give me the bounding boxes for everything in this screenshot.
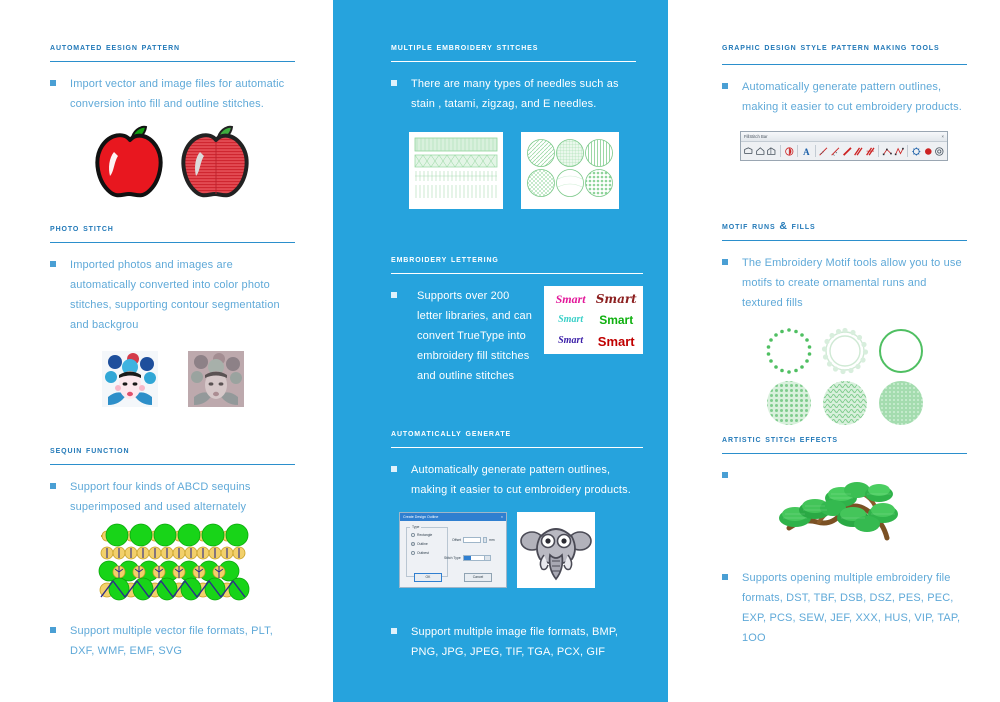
bullet-marker-icon [50, 627, 56, 633]
smart-lettering-samples [544, 286, 643, 354]
svg-text:A: A [803, 146, 810, 157]
bullet-marker-icon [722, 259, 728, 265]
type-groupbox [406, 527, 448, 577]
fill-circles-icon [524, 135, 616, 201]
fillstitch-toolbar[interactable] [740, 131, 948, 161]
settings-gear-icon[interactable] [911, 145, 922, 158]
toolbar-separator [797, 145, 798, 157]
selected-swatch [464, 556, 471, 560]
bullet-marker-icon [50, 261, 56, 267]
title-divider [391, 273, 643, 274]
section-embroidery-lettering [391, 250, 643, 386]
bullet-item [50, 74, 295, 114]
type-group-label: Type [412, 525, 420, 529]
apple-stitched-icon [176, 124, 256, 202]
motif-circles-grid [722, 325, 967, 429]
section-motif-runs-fills [722, 217, 967, 429]
text-tool-icon[interactable] [801, 145, 812, 158]
bullet-text: Automatically generate pattern outlines, making it easier to cut embroidery products. [742, 81, 962, 113]
sequin-rows-figure [50, 523, 295, 601]
target-rings-icon[interactable] [934, 145, 945, 158]
left-column [0, 0, 333, 702]
offset-unit: mm [488, 538, 495, 542]
radio-icon[interactable] [411, 533, 415, 537]
section-automated-design-pattern [50, 38, 295, 202]
radio-outline[interactable] [411, 542, 447, 546]
radio-label: Outbest [417, 551, 429, 555]
offset-field[interactable] [452, 537, 495, 543]
offset-label: Offset [452, 538, 461, 542]
radio-rectangle[interactable] [411, 533, 447, 537]
opera-mask-photo-pair [50, 351, 295, 407]
bullet-item [722, 77, 967, 117]
bullet-item [391, 74, 636, 114]
offset-stepper[interactable] [483, 537, 487, 543]
bullet-item [391, 460, 643, 500]
right-column [668, 0, 1000, 702]
radio-outbest[interactable] [411, 551, 447, 555]
photo-stitched-sample [188, 351, 244, 407]
title-divider [722, 64, 967, 65]
section-title: sequin function [50, 444, 130, 456]
fillstitch-toolbar-figure [740, 131, 967, 161]
cancel-button[interactable]: Cancel [464, 573, 492, 582]
section-title: graphic design style pattern making tools [722, 41, 940, 53]
toolbar-separator [815, 145, 816, 157]
bullet-text: Supports opening multiple embroidery file formats, DST, TBF, DSB, DSZ, PES, PEC, EXP, PCS, SEW, JEF, XXX, HUS, VIP, TAP, 1OO [742, 572, 961, 644]
section-title: motif runs & fills [722, 220, 816, 232]
offset-input[interactable] [463, 537, 481, 543]
motif-fill-dots-icon [764, 378, 814, 428]
section-title: automated eesign pattern [50, 41, 180, 53]
lettering-sample: Smart [555, 291, 586, 306]
lettering-sample: Smart [558, 335, 584, 347]
color-circle-icon[interactable] [784, 145, 795, 158]
bullet-marker-icon [391, 466, 397, 472]
stitch-sample-cards [391, 132, 636, 209]
bullet-text: Supports over 200 letter libraries, and can convert TrueType into embroidery fill stitches and outline stitches [417, 290, 533, 382]
bullet-marker-icon [391, 628, 397, 634]
section-photo-stitch [50, 219, 295, 407]
section-multiple-embroidery-stitches [391, 38, 636, 209]
motif-fill-dense-icon [876, 378, 926, 428]
generate-figure [399, 512, 643, 588]
radio-icon[interactable] [411, 551, 415, 555]
satin-line-icon[interactable] [842, 145, 853, 158]
title-divider [50, 464, 295, 465]
fill-color-icon[interactable] [923, 145, 934, 158]
bullet-text: Import vector and image files for automatic conversion into fill and outline stitches. [70, 78, 285, 110]
bullet-item [50, 255, 295, 335]
lettering-sample: Smart [558, 313, 584, 325]
bullet-item [50, 477, 295, 517]
bullet-item [722, 253, 967, 313]
middle-column [333, 0, 668, 702]
create-design-outline-dialog[interactable] [399, 512, 507, 588]
node-edit-icon[interactable] [882, 145, 893, 158]
stitch-rows-icon [412, 135, 500, 201]
stitch-type-field[interactable] [444, 555, 491, 561]
bullet-text: Imported photos and images are automatically converted into color photo stitches, supporting contour segmentation and backgrou [70, 259, 280, 331]
bullet-marker-icon [50, 80, 56, 86]
sequin-pattern-icon [93, 523, 253, 601]
double-satin-icon[interactable] [853, 145, 864, 158]
section-title: automatically generate [391, 427, 512, 439]
motif-fill-waves-icon [820, 378, 870, 428]
lettering-sample: Smart [597, 333, 635, 349]
toolbar-separator [780, 145, 781, 157]
bullet-text: Support multiple vector file formats, PLT, DXF, WMF, EMF, SVG [70, 625, 273, 657]
title-divider [722, 240, 967, 241]
photo-color-sample [102, 351, 158, 407]
dialog-title-text: Create Design Outline [403, 515, 439, 519]
bullet-text: There are many types of needles such as stain , tatami, zigzag, and E needles. [411, 78, 619, 110]
stitch-circles-card [521, 132, 619, 209]
chevron-down-icon[interactable] [484, 556, 490, 560]
bullet-item [722, 568, 967, 648]
section-automatically-generate [391, 424, 643, 662]
radio-icon-selected[interactable] [411, 542, 415, 546]
ok-button[interactable]: OK [414, 573, 442, 582]
bullet-text: Automatically generate pattern outlines, making it easier to cut embroidery products. [411, 464, 631, 496]
close-icon[interactable]: × [500, 515, 503, 519]
bullet-text: The Embroidery Motif tools allow you to use motifs to create ornamental runs and textured fills [742, 257, 962, 309]
toolbar-title-text: FillStitch Bar [744, 134, 768, 139]
elephant-outline-image [517, 512, 595, 588]
radio-label: Rectangle [417, 533, 433, 537]
bullet-marker-icon [722, 574, 728, 580]
radio-label: Outline [417, 542, 428, 546]
section-title: artistic stitch effects [722, 433, 838, 445]
motif-run-icon[interactable] [865, 145, 876, 158]
toolbar-separator [878, 145, 879, 157]
lettering-sample: Smart [595, 291, 637, 306]
title-divider [50, 242, 295, 243]
toolbar-buttons [741, 142, 947, 160]
apple-solid-icon [90, 124, 170, 202]
reshape-icon[interactable] [894, 145, 905, 158]
bullet-marker-icon [391, 80, 397, 86]
lettering-sample: Smart [599, 312, 634, 327]
stitch-type-label: Stitch Type [444, 556, 461, 560]
dialog-titlebar [400, 513, 506, 521]
bullet-item [50, 621, 295, 661]
bullet-text: Support multiple image file formats, BMP, PNG, JPG, JPEG, TIF, TGA, PCX, GIF [411, 626, 619, 658]
title-divider [391, 61, 636, 62]
dialog-body [400, 521, 506, 587]
elephant-icon [520, 515, 592, 585]
section-sequin-function [50, 441, 295, 661]
toolbar-titlebar [741, 132, 947, 142]
apples-embroidery-figure [50, 124, 295, 202]
section-graphic-design-style-tools [722, 38, 967, 161]
shape-freeform-icon[interactable] [766, 145, 777, 158]
run-stitch-icon[interactable] [818, 145, 829, 158]
title-divider [722, 453, 967, 454]
pine-tree-icon [771, 474, 919, 546]
bullet-marker-icon [391, 292, 397, 298]
title-divider [391, 447, 643, 448]
section-title: multiple embroidery stitches [391, 41, 539, 53]
close-icon[interactable]: × [941, 134, 944, 139]
pine-tree-embroidery-figure [722, 474, 967, 546]
stitch-strip-card [409, 132, 503, 209]
title-divider [50, 61, 295, 62]
triple-run-icon[interactable] [830, 145, 841, 158]
bullet-marker-icon [50, 483, 56, 489]
motif-ring-scallop-icon [820, 326, 870, 376]
toolbar-separator [907, 145, 908, 157]
bullet-marker-icon [722, 472, 728, 478]
stitch-type-select[interactable] [463, 555, 491, 561]
bullet-marker-icon [722, 83, 728, 89]
section-title: embroidery lettering [391, 253, 499, 265]
section-title: photo stitch [50, 222, 114, 234]
bullet-text: Support four kinds of ABCD sequins superimposed and used alternately [70, 481, 251, 513]
motif-ring-dotted-icon [764, 326, 814, 376]
lettering-row [391, 286, 643, 386]
shape-house-icon[interactable] [755, 145, 766, 158]
shape-pentagon-icon[interactable] [743, 145, 754, 158]
motif-ring-solid-icon [876, 326, 926, 376]
bullet-item [391, 622, 643, 662]
section-artistic-stitch-effects [722, 430, 967, 648]
